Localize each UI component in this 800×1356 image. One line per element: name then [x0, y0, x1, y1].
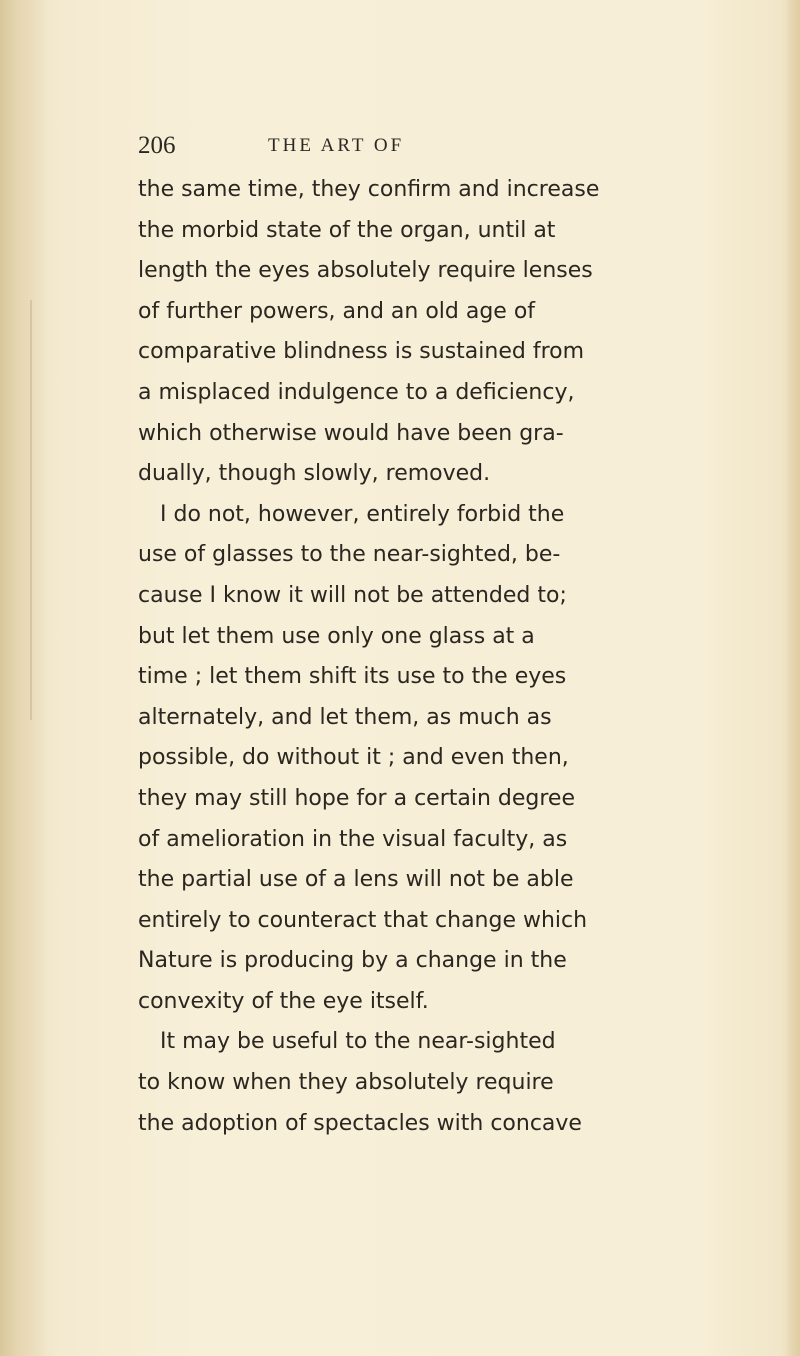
text-line: the adoption of spectacles with concave — [138, 1110, 582, 1136]
text-line: to know when they absolutely require — [138, 1070, 554, 1096]
text-line: cause I know it will not be attended to; — [138, 582, 567, 608]
text-line: alternately, and let them, as much as — [138, 704, 552, 730]
text-line: the partial use of a lens will not be able — [138, 867, 574, 893]
text-line: length the eyes absolutely require lenses — [138, 258, 593, 284]
text-line: time ; let them shift its use to the eyes — [138, 664, 567, 690]
page-header — [138, 128, 758, 164]
text-line: which otherwise would have been gra- — [138, 420, 564, 446]
paragraph-start-line: It may be useful to the near-sighted — [160, 1029, 556, 1055]
text-line: Nature is producing by a change in the — [138, 948, 567, 974]
text-line: they may still hope for a certain degree — [138, 785, 576, 811]
binding-crease — [30, 300, 32, 720]
text-line: use of glasses to the near-sighted, be- — [138, 542, 561, 568]
running-head: THE ART OF — [268, 135, 405, 156]
text-line: comparative blindness is sustained from — [138, 339, 585, 365]
text-line: dually, though slowly, removed. — [138, 461, 491, 487]
text-line: but let them use only one glass at a — [138, 623, 535, 649]
page-left-edge — [0, 0, 48, 1356]
text-line: the morbid state of the organ, until at — [138, 217, 556, 243]
body-text — [138, 170, 778, 1144]
paragraph-start-line: I do not, however, entirely forbid the — [160, 501, 565, 527]
text-line: convexity of the eye itself. — [138, 988, 429, 1014]
text-line: entirely to counteract that change which — [138, 907, 588, 933]
page-right-edge — [786, 0, 800, 1356]
text-line: possible, do without it ; and even then, — [138, 745, 569, 771]
text-line: of amelioration in the visual faculty, as — [138, 826, 568, 852]
text-line: of further powers, and an old age of — [138, 298, 536, 324]
text-line: the same time, they confirm and increase — [138, 177, 600, 202]
text-line: a misplaced indulgence to a deficiency, — [138, 379, 575, 405]
page-number: 206 — [138, 132, 176, 159]
